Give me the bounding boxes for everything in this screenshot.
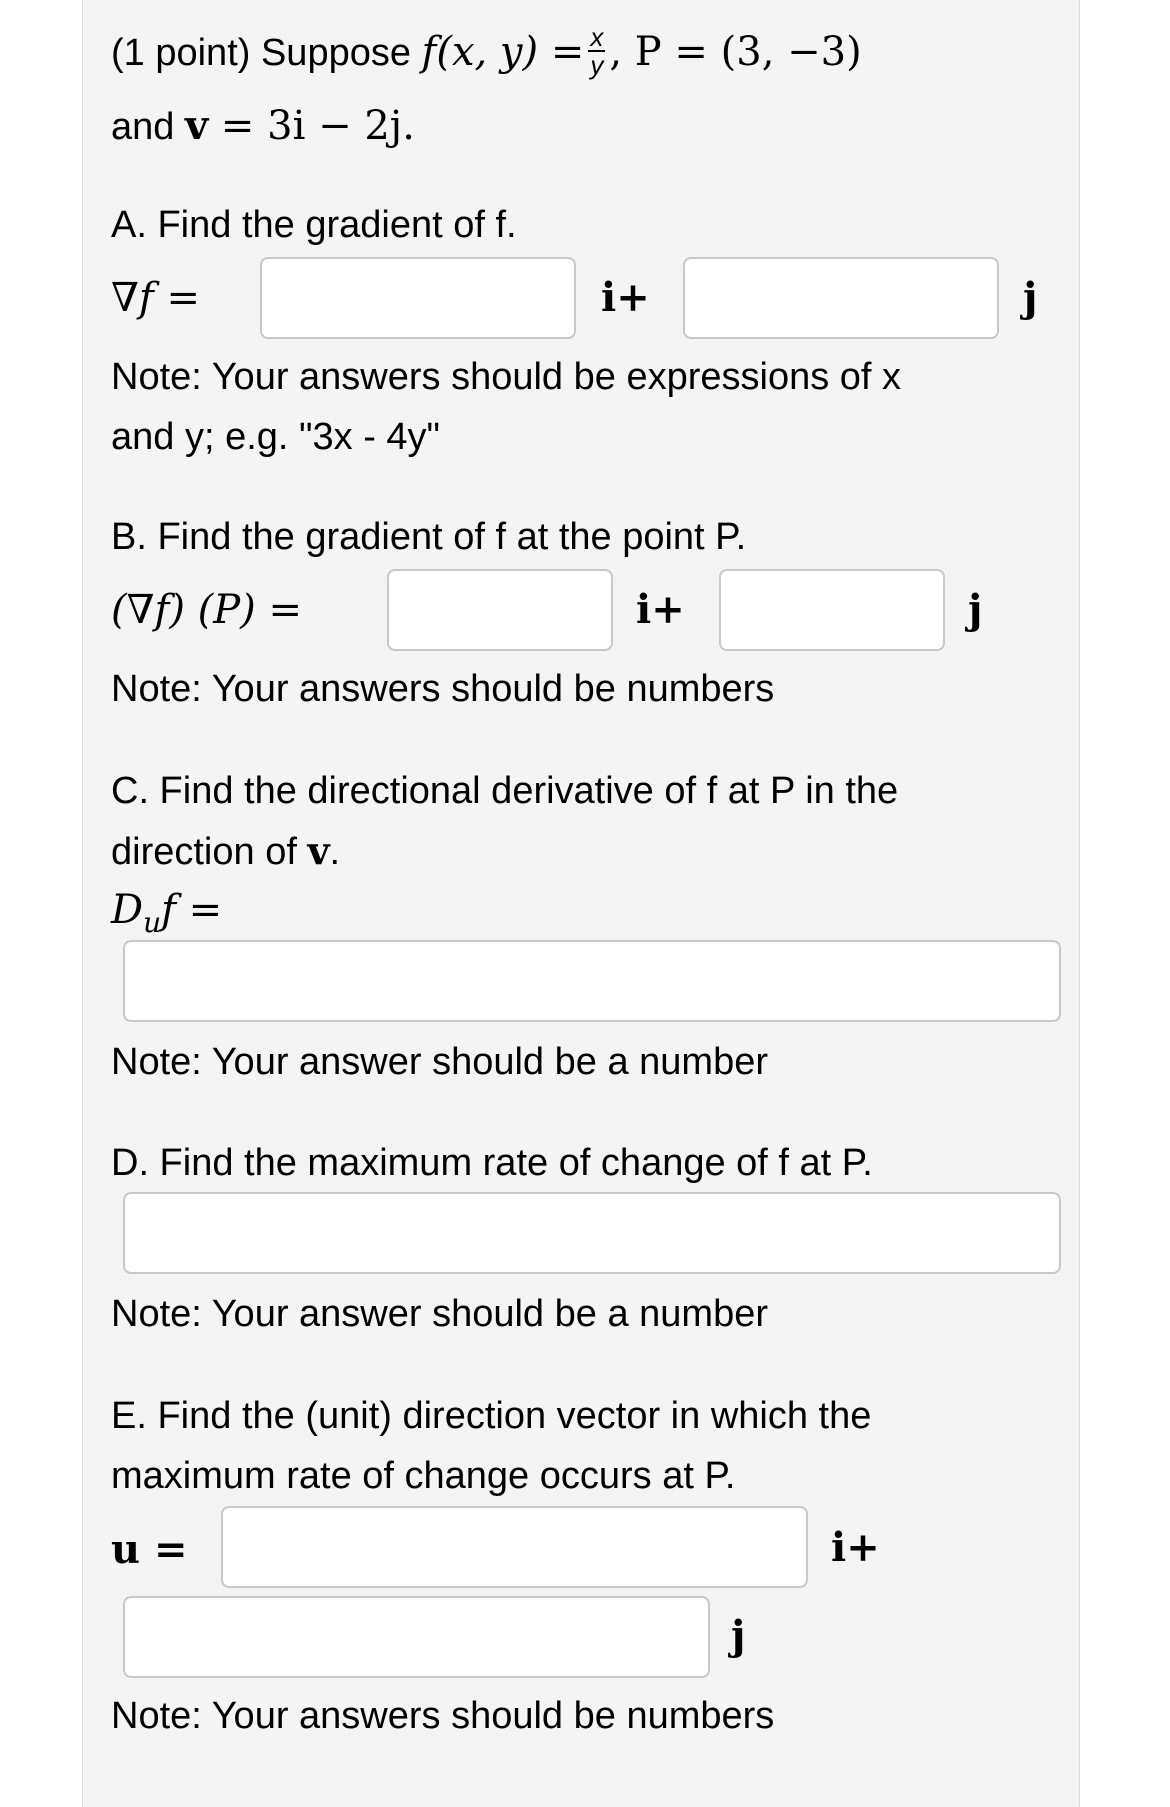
unit-vector-i-input[interactable] bbox=[221, 1506, 808, 1588]
part-e-unit-j: j bbox=[731, 1612, 746, 1659]
part-c-vector-v: v bbox=[307, 828, 330, 873]
part-d-question: D. Find the maximum rate of change of f at P. bbox=[111, 1142, 873, 1184]
part-a-unit-i: i+ bbox=[601, 274, 650, 321]
part-e-unit-i: i+ bbox=[831, 1524, 880, 1571]
lhs-d: D bbox=[111, 887, 144, 933]
part-b-unit-j: j bbox=[968, 586, 983, 633]
directional-derivative-input[interactable] bbox=[123, 940, 1061, 1022]
gradient-at-p-j-input[interactable] bbox=[719, 569, 945, 651]
gradient-j-input[interactable] bbox=[683, 257, 999, 339]
problem-statement-line1 bbox=[111, 22, 862, 83]
part-e-note: Note: Your answers should be numbers bbox=[111, 1695, 775, 1737]
point-p: , P = (3, −3) bbox=[609, 29, 862, 75]
part-c-question-line1: C. Find the directional derivative of f at P in the bbox=[111, 770, 899, 812]
part-c-question-line2 bbox=[111, 821, 340, 882]
fraction-numerator: x bbox=[590, 21, 604, 52]
function-definition: f(x, y) = bbox=[421, 29, 585, 75]
part-d-note: Note: Your answer should be a number bbox=[111, 1293, 768, 1335]
vector-v-name: v bbox=[184, 102, 209, 149]
part-a-note-line2: and y; e.g. "3x - 4y" bbox=[111, 416, 441, 458]
part-a-unit-j: j bbox=[1023, 274, 1038, 321]
fraction-x-over-y bbox=[588, 21, 605, 80]
part-e-question-line2: maximum rate of change occurs at P. bbox=[111, 1455, 736, 1497]
problem-panel bbox=[82, 0, 1080, 1807]
unit-vector-j-input[interactable] bbox=[123, 1596, 710, 1678]
gradient-at-p-i-input[interactable] bbox=[387, 569, 613, 651]
fraction-denominator: y bbox=[590, 49, 604, 80]
part-b-lhs: (∇f) (P) = bbox=[111, 587, 303, 633]
part-a-question: A. Find the gradient of f. bbox=[111, 204, 517, 246]
part-c-note: Note: Your answer should be a number bbox=[111, 1041, 768, 1083]
part-b-question: B. Find the gradient of f at the point P. bbox=[111, 516, 747, 558]
part-c-direction-text: direction of bbox=[111, 831, 308, 873]
vector-v-expression: = 3i − 2j. bbox=[208, 103, 415, 149]
max-rate-input[interactable] bbox=[123, 1192, 1061, 1274]
problem-prefix: (1 point) Suppose bbox=[111, 32, 422, 74]
part-c-period: . bbox=[329, 831, 341, 873]
part-e-question-line1: E. Find the (unit) direction vector in which the bbox=[111, 1395, 872, 1437]
problem-statement-line2 bbox=[111, 96, 415, 157]
part-a-lhs: ∇f = bbox=[111, 275, 200, 321]
gradient-i-input[interactable] bbox=[260, 257, 576, 339]
and-text: and bbox=[111, 106, 185, 148]
lhs-f-equals: f = bbox=[161, 887, 223, 933]
part-b-unit-i: i+ bbox=[636, 586, 685, 633]
part-a-note-line1: Note: Your answers should be expressions of x bbox=[111, 356, 902, 398]
lhs-subscript-u: u bbox=[143, 906, 162, 939]
part-e-lhs: u = bbox=[111, 1526, 188, 1573]
part-b-note: Note: Your answers should be numbers bbox=[111, 668, 775, 710]
